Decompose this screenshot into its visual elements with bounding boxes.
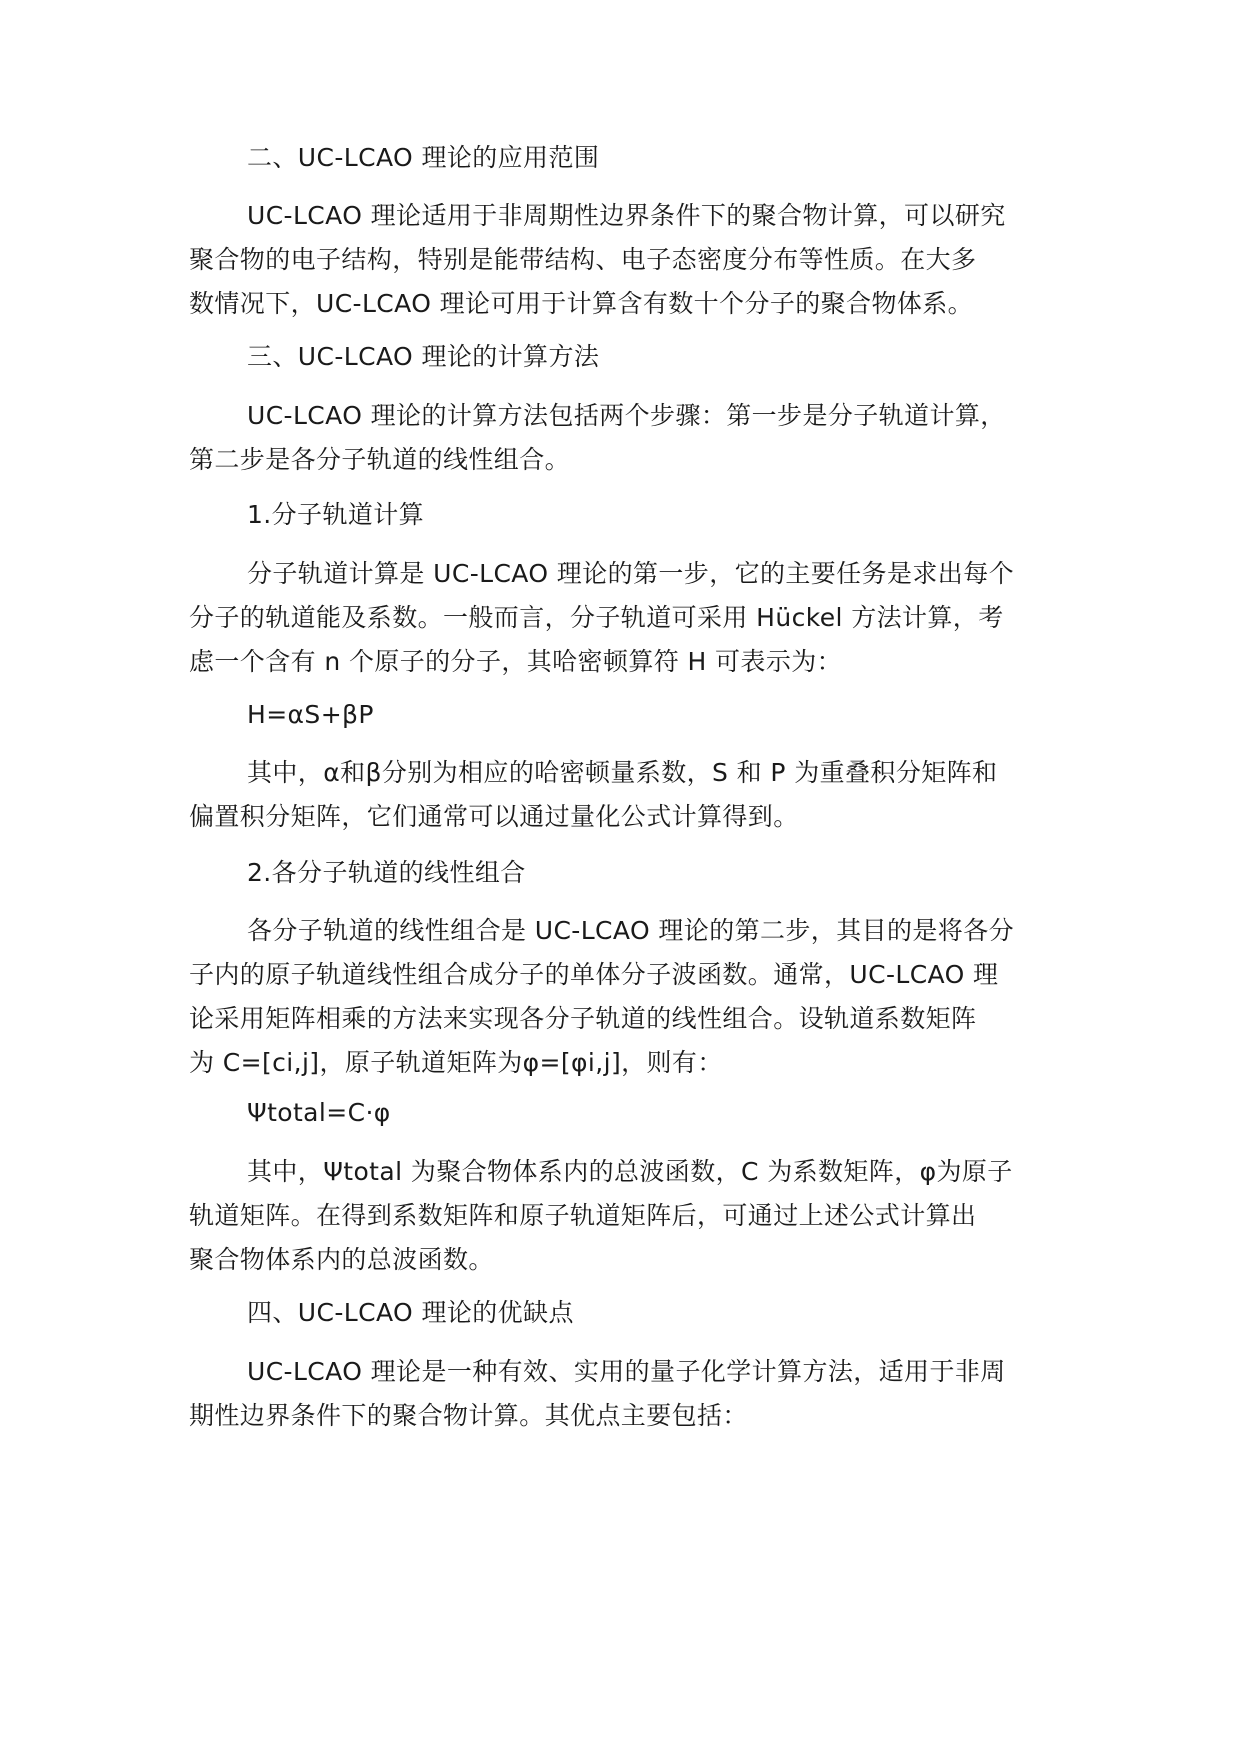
- formula-total-wavefunction: [189, 1091, 1049, 1135]
- paragraph-line: 子内的原子轨道线性组合成分子的单体分子波函数。通常，UC-LCAO 理: [189, 960, 999, 989]
- paragraph-line: 为 C=[ci,j]，原子轨道矩阵为φ=[φi,j]，则有：: [189, 1048, 723, 1077]
- subheading-2: [189, 851, 1049, 895]
- paragraph-line: 各分子轨道的线性组合是 UC-LCAO 理论的第二步，其目的是将各分: [247, 916, 1014, 945]
- paragraph-line: UC-LCAO 理论的计算方法包括两个步骤：第一步是分子轨道计算，: [247, 401, 1006, 430]
- paragraph-line: 虑一个含有 n 个原子的分子，其哈密顿算符 H 可表示为：: [189, 647, 843, 676]
- heading-line: 二、UC-LCAO 理论的应用范围: [247, 143, 600, 172]
- paragraph-line: 论采用矩阵相乘的方法来实现各分子轨道的线性组合。设轨道系数矩阵: [189, 1004, 977, 1033]
- paragraph-line: 聚合物的电子结构，特别是能带结构、电子态密度分布等性质。在大多: [189, 245, 977, 274]
- paragraph-line: 轨道矩阵。在得到系数矩阵和原子轨道矩阵后，可通过上述公式计算出: [189, 1201, 977, 1230]
- paragraph-line: UC-LCAO 理论适用于非周期性边界条件下的聚合物计算，可以研究: [247, 201, 1006, 230]
- heading-line: 四、UC-LCAO 理论的优缺点: [247, 1298, 574, 1327]
- formula-hamiltonian: [189, 693, 1049, 737]
- formula-line: Ψtotal=C·φ: [247, 1098, 391, 1127]
- paragraph-line: 第二步是各分子轨道的线性组合。: [189, 445, 571, 474]
- heading-line: 2.各分子轨道的线性组合: [247, 858, 526, 887]
- section-heading-2: [189, 136, 1049, 180]
- paragraph-line: 聚合物体系内的总波函数。: [189, 1245, 494, 1274]
- heading-line: 1.分子轨道计算: [247, 500, 425, 529]
- paragraph-line: 分子轨道计算是 UC-LCAO 理论的第一步，它的主要任务是求出每个: [247, 559, 1014, 588]
- heading-line: 三、UC-LCAO 理论的计算方法: [247, 342, 600, 371]
- paragraph-line: 期性边界条件下的聚合物计算。其优点主要包括：: [189, 1401, 748, 1430]
- paragraph-line: 其中，α和β分别为相应的哈密顿量系数，S 和 P 为重叠积分矩阵和: [247, 758, 998, 787]
- paragraph-application-scope: [189, 194, 1049, 326]
- paragraph-wavefunction: [189, 1150, 1049, 1282]
- paragraph-line: 其中，Ψtotal 为聚合物体系内的总波函数，C 为系数矩阵，φ为原子: [247, 1157, 1013, 1186]
- paragraph-molecular-orbital: [189, 552, 1049, 684]
- paragraph-calculation-method: [189, 394, 1049, 482]
- paragraph-line: 偏置积分矩阵，它们通常可以通过量化公式计算得到。: [189, 802, 799, 831]
- paragraph-coefficients: [189, 751, 1049, 839]
- paragraph-linear-combination: [189, 909, 1049, 1085]
- subheading-1: [189, 493, 1049, 537]
- section-heading-3: [189, 335, 1049, 379]
- paragraph-line: 数情况下，UC-LCAO 理论可用于计算含有数十个分子的聚合物体系。: [189, 289, 974, 318]
- paragraph-line: UC-LCAO 理论是一种有效、实用的量子化学计算方法，适用于非周: [247, 1357, 1006, 1386]
- paragraph-pros-cons: [189, 1350, 1049, 1438]
- section-heading-4: [189, 1291, 1049, 1335]
- paragraph-line: 分子的轨道能及系数。一般而言，分子轨道可采用 Hückel 方法计算，考: [189, 603, 1004, 632]
- formula-line: H=αS+βP: [247, 700, 374, 729]
